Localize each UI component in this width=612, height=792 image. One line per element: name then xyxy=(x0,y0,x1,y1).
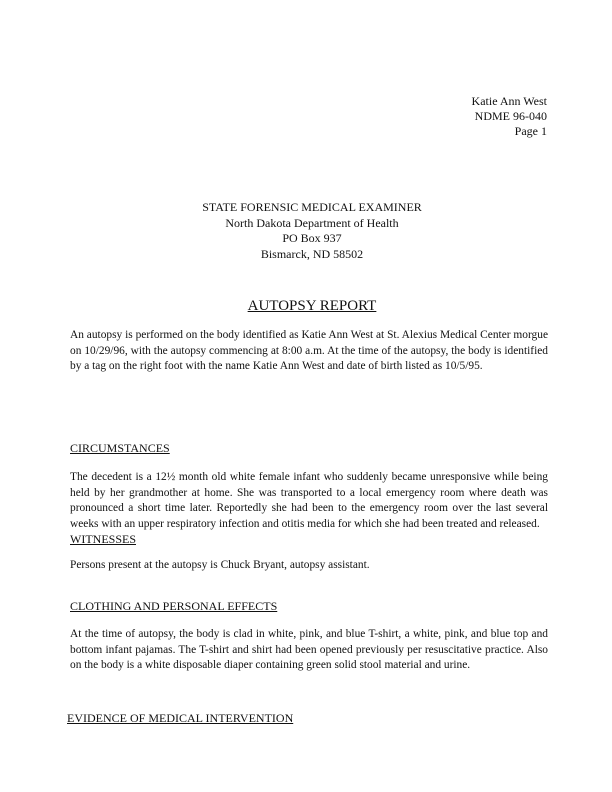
patient-name: Katie Ann West xyxy=(471,94,547,108)
circumstances-paragraph: The decedent is a 12½ month old white female infant who suddenly became unresponsive while being held by her grandmother at home. She was transported to a local emergency room where death was pronounced a short time later. Reportedly she had been to the emergency room over the last several weeks with an upper respiratory infection and otitis media for which she had been treated and released. xyxy=(70,471,548,530)
agency-city: Bismarck, ND 58502 xyxy=(260,246,364,261)
witnesses-heading: WITNESSES xyxy=(70,532,136,546)
case-number: NDME 96-040 xyxy=(474,109,547,123)
witnesses-paragraph: Persons present at the autopsy is Chuck Bryant, autopsy assistant. xyxy=(70,559,370,571)
page-header xyxy=(472,94,547,139)
page-number: Page 1 xyxy=(514,124,547,138)
report-title: AUTOPSY REPORT xyxy=(247,298,377,314)
agency-block xyxy=(0,200,612,262)
clothing-paragraph: At the time of autopsy, the body is clad in white, pink, and blue T-shirt, a white, pink, and blue top and bottom infant pajamas. The T-shirt and shirt had been opened previously per resuscitative practice. Also on the body is a white disposable diaper containing green solid stool material and urine. xyxy=(70,628,548,671)
agency-name: STATE FORENSIC MEDICAL EXAMINER xyxy=(202,200,422,214)
agency-po-box: PO Box 937 xyxy=(282,231,342,245)
agency-department: North Dakota Department of Health xyxy=(225,215,399,230)
intro-paragraph: An autopsy is performed on the body identified as Katie Ann West at St. Alexius Medical Center morgue on 10/29/96, with the autopsy commencing at 8:00 a.m. At the time of the autopsy, the body is identified by a tag on the right foot with the name Katie Ann West and date of birth listed as 10/5/95. xyxy=(70,329,548,372)
clothing-heading: CLOTHING AND PERSONAL EFFECTS xyxy=(70,599,278,613)
circumstances-heading: CIRCUMSTANCES xyxy=(70,441,170,455)
medical-intervention-heading: EVIDENCE OF MEDICAL INTERVENTION xyxy=(67,711,294,725)
